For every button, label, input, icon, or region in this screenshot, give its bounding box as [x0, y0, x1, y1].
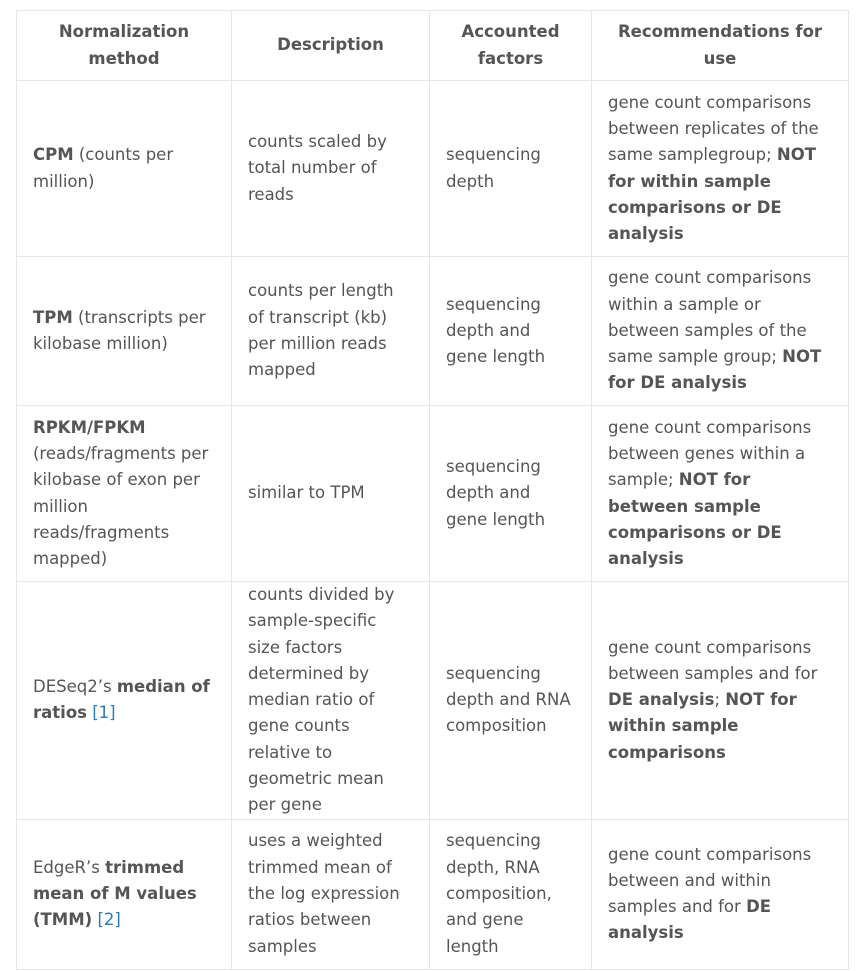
- recommendation-cell: [592, 257, 849, 406]
- method-cell: [17, 257, 232, 406]
- factors-cell: sequencing depth and RNA composition: [430, 582, 592, 820]
- recommendation-text: gene count comparisons between samples and for: [608, 637, 818, 683]
- recommendation-cell: [592, 819, 849, 969]
- recommendation-emphasis: NOT for DE analysis: [608, 347, 822, 393]
- recommendation-text: gene count comparisons within a sample or between samples of the same sample group;: [608, 268, 812, 367]
- header-normalization-method: Normalization method: [17, 11, 232, 81]
- recommendation-separator: ;: [714, 690, 726, 710]
- table-row: [17, 819, 849, 969]
- description-cell: similar to TPM: [232, 406, 430, 582]
- method-expansion: (transcripts per kilobase million): [33, 307, 206, 353]
- recommendation-emphasis: DE analysis: [608, 690, 715, 710]
- reference-link[interactable]: [1]: [92, 703, 116, 723]
- header-accounted-factors: Accounted factors: [430, 11, 592, 81]
- table-row: [17, 582, 849, 820]
- method-expansion: (counts per million): [33, 145, 174, 191]
- method-name: RPKM/FPKM: [33, 417, 146, 437]
- table-row: [17, 257, 849, 406]
- description-cell: uses a weighted trimmed mean of the log expression ratios between samples: [232, 819, 430, 969]
- method-cell: [17, 819, 232, 969]
- description-cell: counts divided by sample-specific size factors determined by median ratio of gene counts relative to geometric mean per gene: [232, 582, 430, 820]
- reference-link[interactable]: [2]: [97, 910, 121, 930]
- normalization-table-container: [16, 10, 849, 970]
- method-cell: [17, 582, 232, 820]
- method-name: TPM: [33, 307, 73, 327]
- description-cell: counts per length of transcript (kb) per million reads mapped: [232, 257, 430, 406]
- recommendation-cell: [592, 406, 849, 582]
- factors-cell: sequencing depth and gene length: [430, 406, 592, 582]
- factors-cell: sequencing depth and gene length: [430, 257, 592, 406]
- recommendation-cell: [592, 81, 849, 257]
- recommendation-emphasis: NOT for within sample comparisons or DE analysis: [608, 145, 816, 244]
- recommendation-text: gene count comparisons between genes within a sample;: [608, 417, 812, 490]
- table-row: [17, 81, 849, 257]
- method-cell: [17, 406, 232, 582]
- normalization-methods-table: [16, 10, 849, 970]
- factors-cell: sequencing depth: [430, 81, 592, 257]
- method-tool: EdgeR’s: [33, 857, 106, 877]
- method-tool: DESeq2’s: [33, 677, 117, 697]
- recommendation-emphasis: DE analysis: [608, 897, 772, 943]
- recommendation-emphasis: NOT for within sample comparisons: [608, 690, 797, 762]
- table-row: [17, 406, 849, 582]
- recommendation-cell: [592, 582, 849, 820]
- method-name: trimmed mean of M values (TMM): [33, 857, 197, 930]
- table-header-row: [17, 11, 849, 81]
- recommendation-text: gene count comparisons between and within samples and for: [608, 844, 812, 917]
- header-recommendations: Recommendations for use: [592, 11, 849, 81]
- method-cell: [17, 81, 232, 257]
- method-name: median of ratios: [33, 677, 210, 723]
- header-description: Description: [232, 11, 430, 81]
- recommendation-emphasis: NOT for between sample comparisons or DE analysis: [608, 470, 782, 569]
- description-cell: counts scaled by total number of reads: [232, 81, 430, 257]
- method-expansion: (reads/fragments per kilobase of exon per million reads/fragments mapped): [33, 443, 209, 569]
- factors-cell: sequencing depth, RNA composition, and gene length: [430, 819, 592, 969]
- method-name: CPM: [33, 145, 74, 165]
- recommendation-text: gene count comparisons between replicates of the same samplegroup;: [608, 92, 819, 165]
